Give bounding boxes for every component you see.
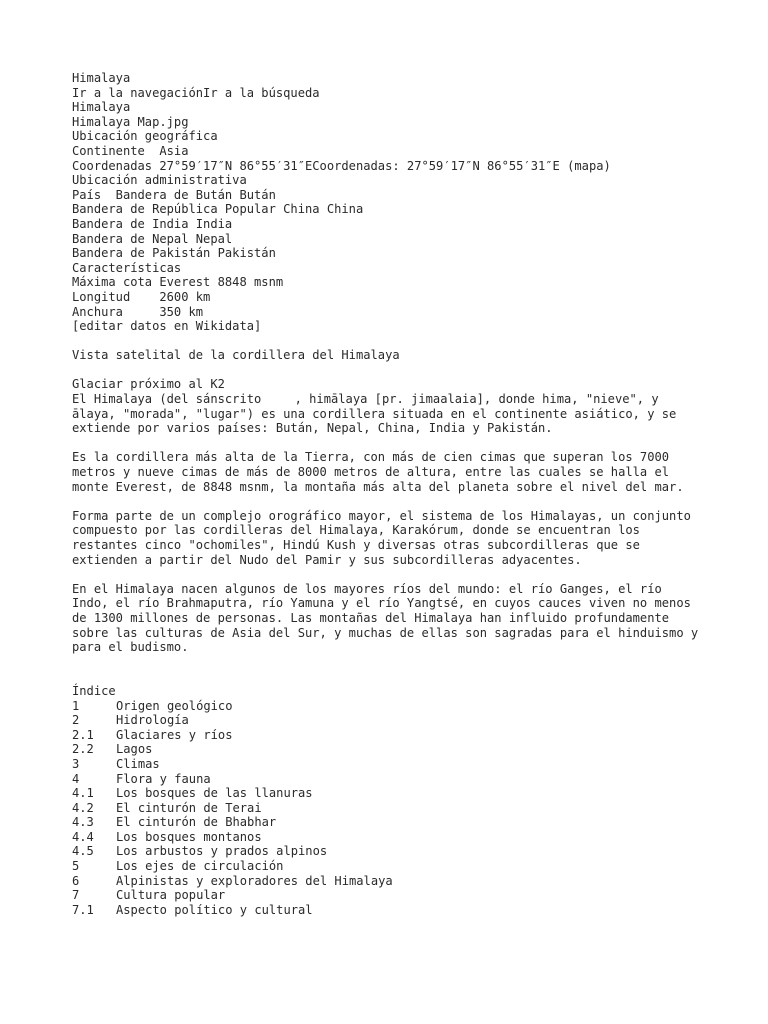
toc-item[interactable] bbox=[72, 903, 712, 918]
toc-item[interactable] bbox=[72, 844, 712, 859]
toc-item[interactable] bbox=[72, 859, 712, 874]
table-of-contents bbox=[72, 684, 712, 918]
toc-item-number: 4.2 bbox=[72, 800, 94, 815]
toc-item-label: Los bosques montanos bbox=[116, 829, 262, 844]
toc-item-number: 2.1 bbox=[72, 727, 94, 742]
toc-item-number: 2 bbox=[72, 713, 80, 728]
toc-item-label: El cinturón de Terai bbox=[116, 800, 262, 815]
section-features: Características bbox=[72, 260, 182, 275]
toc-item-label: Climas bbox=[116, 756, 160, 771]
toc-item-label: Lagos bbox=[116, 742, 153, 757]
country-row-nepal[interactable]: Bandera de Nepal Nepal bbox=[72, 231, 233, 246]
toc-item-label: Alpinistas y exploradores del Himalaya bbox=[116, 873, 393, 888]
spacer bbox=[72, 669, 712, 684]
toc-item[interactable] bbox=[72, 713, 712, 728]
toc-list bbox=[72, 699, 712, 918]
toc-item[interactable] bbox=[72, 742, 712, 757]
toc-item-label: Aspecto político y cultural bbox=[116, 902, 313, 917]
spacer bbox=[72, 363, 712, 378]
toc-item-number: 5 bbox=[72, 859, 80, 874]
spacer bbox=[72, 655, 712, 670]
toc-item-label: Los arbustos y prados alpinos bbox=[116, 844, 328, 859]
map-image-caption[interactable]: Himalaya Map.jpg bbox=[72, 114, 189, 129]
length-row: Longitud 2600 km bbox=[72, 289, 211, 304]
toc-item-number: 4.3 bbox=[72, 815, 94, 830]
spacer bbox=[72, 436, 712, 451]
toc-item-number: 7 bbox=[72, 888, 80, 903]
continent-row: Continente Asia bbox=[72, 143, 189, 158]
edit-wikidata-link[interactable]: [editar datos en Wikidata] bbox=[72, 319, 262, 334]
document-page bbox=[72, 71, 712, 917]
toc-item-number: 2.2 bbox=[72, 742, 94, 757]
toc-item[interactable] bbox=[72, 888, 712, 903]
article-paragraph-1 bbox=[72, 392, 702, 436]
toc-item-label: Flora y fauna bbox=[116, 771, 211, 786]
spacer bbox=[72, 494, 712, 509]
glacier-caption: Glaciar próximo al K2 bbox=[72, 377, 225, 392]
paragraph-1-rest: , himālaya [pr. jimaalaia], donde hima, "nieve", y ālaya, "morada", "lugar") es una cordillera situada en el continente asiático, y se extiende por varios países: Bután, Nepal, China, India y Pakistán. bbox=[72, 392, 677, 436]
toc-item[interactable] bbox=[72, 874, 712, 889]
skip-links[interactable]: Ir a la navegaciónIr a la búsqueda bbox=[72, 85, 320, 100]
toc-item[interactable] bbox=[72, 815, 712, 830]
toc-title: Índice bbox=[72, 683, 116, 698]
toc-item[interactable] bbox=[72, 699, 712, 714]
toc-item-number: 4.5 bbox=[72, 844, 94, 859]
toc-item[interactable] bbox=[72, 728, 712, 743]
country-row-bhutan[interactable]: País Bandera de Bután Bután bbox=[72, 187, 276, 202]
spacer bbox=[72, 567, 712, 582]
infobox bbox=[72, 71, 712, 334]
toc-item-number: 6 bbox=[72, 873, 80, 888]
article-paragraph-2: Es la cordillera más alta de la Tierra, con más de cien cimas que superan los 7000 metros y nueve cimas de más de 8000 metros de altura, entre las cuales se halla el monte Everest, de 8848 msnm, la montaña más alta del planeta sobre el nivel del mar. bbox=[72, 450, 684, 494]
toc-item-label: Los bosques de las llanuras bbox=[116, 786, 313, 801]
width-row: Anchura 350 km bbox=[72, 304, 204, 319]
toc-item[interactable] bbox=[72, 786, 712, 801]
toc-item-number: 3 bbox=[72, 756, 80, 771]
toc-item-label: Glaciares y ríos bbox=[116, 727, 233, 742]
toc-item[interactable] bbox=[72, 801, 712, 816]
coordinates-row[interactable]: Coordenadas 27°59′17″N 86°55′31″ECoordenadas: 27°59′17″N 86°55′31″E (mapa) bbox=[72, 158, 611, 173]
country-row-india[interactable]: Bandera de India India bbox=[72, 216, 233, 231]
toc-item-label: Origen geológico bbox=[116, 698, 233, 713]
toc-item[interactable] bbox=[72, 772, 712, 787]
article-paragraph-4: En el Himalaya nacen algunos de los mayores ríos del mundo: el río Ganges, el río Indo, el río Brahmaputra, río Yamuna y el río Yangtsé, en cuyos cauces viven no menos de 1300 millones de personas. Las montañas del Himalaya han influido profundamente sobre las culturas de Asia del Sur, y muchas de ellas son sagradas para el hinduismo y para el budismo. bbox=[72, 581, 699, 655]
toc-item-number: 1 bbox=[72, 698, 80, 713]
toc-item[interactable] bbox=[72, 830, 712, 845]
section-administrative-location: Ubicación administrativa bbox=[72, 173, 247, 188]
infobox-name: Himalaya bbox=[72, 100, 131, 115]
max-elevation-row: Máxima cota Everest 8848 msnm bbox=[72, 275, 284, 290]
infobox-title: Himalaya bbox=[72, 71, 131, 85]
article-paragraph-3: Forma parte de un complejo orográfico mayor, el sistema de los Himalayas, un conjunto compuesto por las cordilleras del Himalaya, Karakórum, donde se encuentran los restantes cinco "ochomiles", Hindú Kush y diversas otras subcordilleras que se extienden a partir del Nudo del Pamir y sus subcordilleras adyacentes. bbox=[72, 508, 691, 567]
toc-item[interactable] bbox=[72, 757, 712, 772]
toc-item-number: 4.4 bbox=[72, 829, 94, 844]
toc-item-label: Hidrología bbox=[116, 713, 189, 728]
paragraph-1-lead: El Himalaya (del sánscrito bbox=[72, 392, 269, 407]
country-row-pakistan[interactable]: Bandera de Pakistán Pakistán bbox=[72, 246, 276, 261]
toc-item-label: Los ejes de circulación bbox=[116, 859, 284, 874]
toc-item-number: 4.1 bbox=[72, 786, 94, 801]
sanskrit-term bbox=[269, 396, 295, 404]
spacer bbox=[72, 334, 712, 349]
section-geographic-location: Ubicación geográfica bbox=[72, 129, 218, 144]
toc-item-label: El cinturón de Bhabhar bbox=[116, 815, 277, 830]
country-row-china[interactable]: Bandera de República Popular China China bbox=[72, 202, 364, 217]
satellite-caption: Vista satelital de la cordillera del Himalaya bbox=[72, 348, 400, 363]
toc-item-label: Cultura popular bbox=[116, 888, 226, 903]
toc-item-number: 4 bbox=[72, 771, 80, 786]
toc-item-number: 7.1 bbox=[72, 902, 94, 917]
